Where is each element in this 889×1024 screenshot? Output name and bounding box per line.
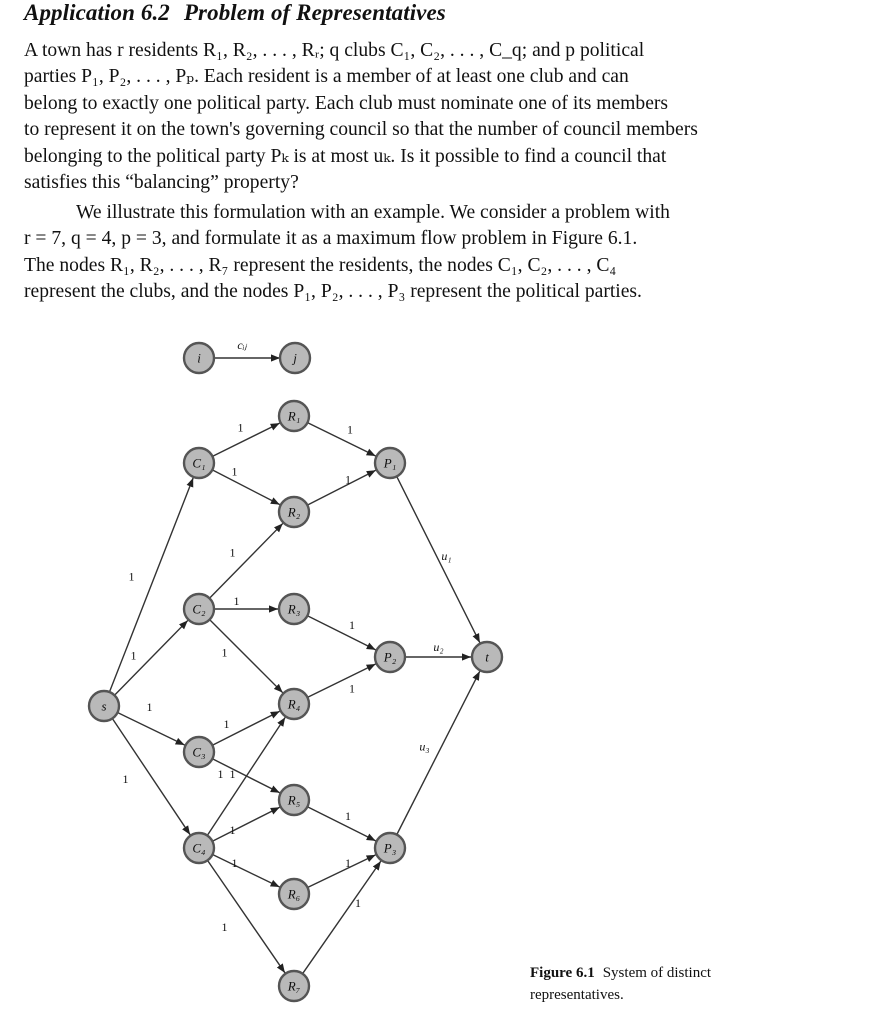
arc-c1-r2 xyxy=(212,470,279,505)
arc-label-r3-p2: 1 xyxy=(349,618,355,632)
node-r2 xyxy=(279,497,309,527)
text-line: represent the clubs, and the nodes P₁, P₂, . . . , P₃ represent the political parties. xyxy=(24,281,642,303)
arc-label-p3-t: u₃ xyxy=(419,739,430,754)
arc-r1-p1 xyxy=(307,423,375,456)
svg-text:R₃: R₃ xyxy=(287,601,301,617)
svg-text:R₁: R₁ xyxy=(287,408,301,424)
example-paragraph xyxy=(24,200,854,306)
text-line: satisfies this “balancing” property? xyxy=(24,172,299,194)
figure-caption-text: System of distinct xyxy=(602,965,712,981)
legend-node-j xyxy=(280,343,310,373)
node-r1 xyxy=(279,401,309,431)
arc-label-r5-p3: 1 xyxy=(345,809,351,823)
svg-text:j: j xyxy=(293,350,297,366)
svg-text:i: i xyxy=(197,350,201,366)
arc-s-c1 xyxy=(109,478,193,692)
arc-c1-r1 xyxy=(212,420,279,456)
problem-statement-paragraph xyxy=(24,38,854,196)
arc-label-r2-p1: 1 xyxy=(345,472,351,487)
node-p1 xyxy=(375,448,405,478)
arc-label-c2-r3: 1 xyxy=(233,594,240,608)
text-line: belonging to the political party Pₖ is at most uₖ. Is it possible to find a council that xyxy=(24,145,667,167)
svg-text:P₁: P₁ xyxy=(383,455,397,471)
arc-label-c4-r7: 1 xyxy=(221,920,228,934)
arc-label-c2-r2: 1 xyxy=(229,545,236,560)
arc-label-p1-t: u₁ xyxy=(441,549,452,563)
network-flow-figure xyxy=(0,320,889,1020)
arc-label-c3-r4: 1 xyxy=(223,717,230,731)
arc-label-r1-p1: 1 xyxy=(347,422,353,437)
arc-label-p2-t: u₂ xyxy=(433,640,444,654)
node-p2 xyxy=(375,642,405,672)
node-c4 xyxy=(184,833,214,863)
arc-label-c2-r4: 1 xyxy=(221,645,228,660)
arc-label-s-c2: 1 xyxy=(130,648,137,663)
arc-label-c4-r4: 1 xyxy=(229,767,236,781)
arc-p1-t xyxy=(397,476,480,642)
section-heading xyxy=(24,0,446,26)
arc-label-r6-p3: 1 xyxy=(345,856,351,870)
node-c1 xyxy=(184,448,214,478)
text-line: We illustrate this formulation with an example. We consider a problem with xyxy=(76,202,670,223)
arc-label-c4-r5: 1 xyxy=(229,823,236,837)
arc-label-c3-r5: 1 xyxy=(217,767,224,781)
arc-c2-r2 xyxy=(209,523,282,598)
arc-label-s-c3: 1 xyxy=(146,700,153,714)
svg-text:C₂: C₂ xyxy=(192,601,206,617)
svg-text:C₄: C₄ xyxy=(192,840,206,856)
text-line: parties P₁, P₂, . . . , Pₚ. Each resident is a member of at least one club and can xyxy=(24,66,629,88)
node-p3 xyxy=(375,833,405,863)
svg-text:R₄: R₄ xyxy=(287,696,301,712)
text-line: to represent it on the town's governing council so that the number of council members xyxy=(24,119,698,141)
arc-r2-p1 xyxy=(307,470,375,505)
arc-r3-p2 xyxy=(307,616,375,650)
arc-label-s-c4: 1 xyxy=(122,772,129,786)
svg-text:R₂: R₂ xyxy=(287,504,301,520)
svg-text:P₃: P₃ xyxy=(383,840,397,856)
svg-text:P₂: P₂ xyxy=(383,649,397,665)
application-label: Application 6.2 xyxy=(24,0,170,25)
svg-text:C₁: C₁ xyxy=(192,455,206,471)
application-title: Problem of Representatives xyxy=(183,0,446,25)
node-c2 xyxy=(184,594,214,624)
node-r5 xyxy=(279,785,309,815)
figure-caption-text-line2: representatives. xyxy=(530,987,624,1003)
node-r6 xyxy=(279,879,309,909)
arc-r7-p3 xyxy=(303,861,381,974)
text-line: A town has r residents R₁, R₂, . . . , Rᵣ; q clubs C₁, C₂, . . . , C_q; and p political xyxy=(24,40,645,61)
node-c3 xyxy=(184,737,214,767)
node-s xyxy=(89,691,119,721)
node-t xyxy=(472,642,502,672)
node-r7 xyxy=(279,971,309,1001)
figure-caption xyxy=(530,962,711,1006)
text-line: r = 7, q = 4, p = 3, and formulate it as a maximum flow problem in Figure 6.1. xyxy=(24,228,638,250)
node-r4 xyxy=(279,689,309,719)
text-line: belong to exactly one political party. Each club must nominate one of its members xyxy=(24,92,669,114)
arc-p3-t xyxy=(397,671,480,834)
svg-text:t: t xyxy=(485,649,489,665)
svg-text:C₃: C₃ xyxy=(192,744,206,760)
arc-r5-p3 xyxy=(307,807,375,841)
text-line: The nodes R₁, R₂, . . . , R₇ represent the residents, the nodes C₁, C₂, . . . , C₄ xyxy=(24,254,617,276)
arc-label-s-c1: 1 xyxy=(128,569,135,584)
arc-label-r4-p2: 1 xyxy=(349,681,355,696)
legend-node-i xyxy=(184,343,214,373)
arc-r4-p2 xyxy=(307,664,375,697)
arc-s-c2 xyxy=(114,620,187,695)
arc-c4-r7 xyxy=(208,860,285,972)
arc-label-c1-r2: 1 xyxy=(231,464,238,479)
figure-number: Figure 6.1 xyxy=(530,965,595,981)
svg-text:R₆: R₆ xyxy=(287,886,301,902)
arc-label-c1-r1: 1 xyxy=(237,420,244,435)
node-r3 xyxy=(279,594,309,624)
svg-text:s: s xyxy=(101,698,107,714)
svg-text:R₇: R₇ xyxy=(287,978,301,994)
svg-text:R₅: R₅ xyxy=(287,792,301,808)
arc-label-c4-r6: 1 xyxy=(231,856,238,870)
legend-arc-label: cᵢⱼ xyxy=(237,338,247,352)
arc-label-r7-p3: 1 xyxy=(355,896,361,910)
